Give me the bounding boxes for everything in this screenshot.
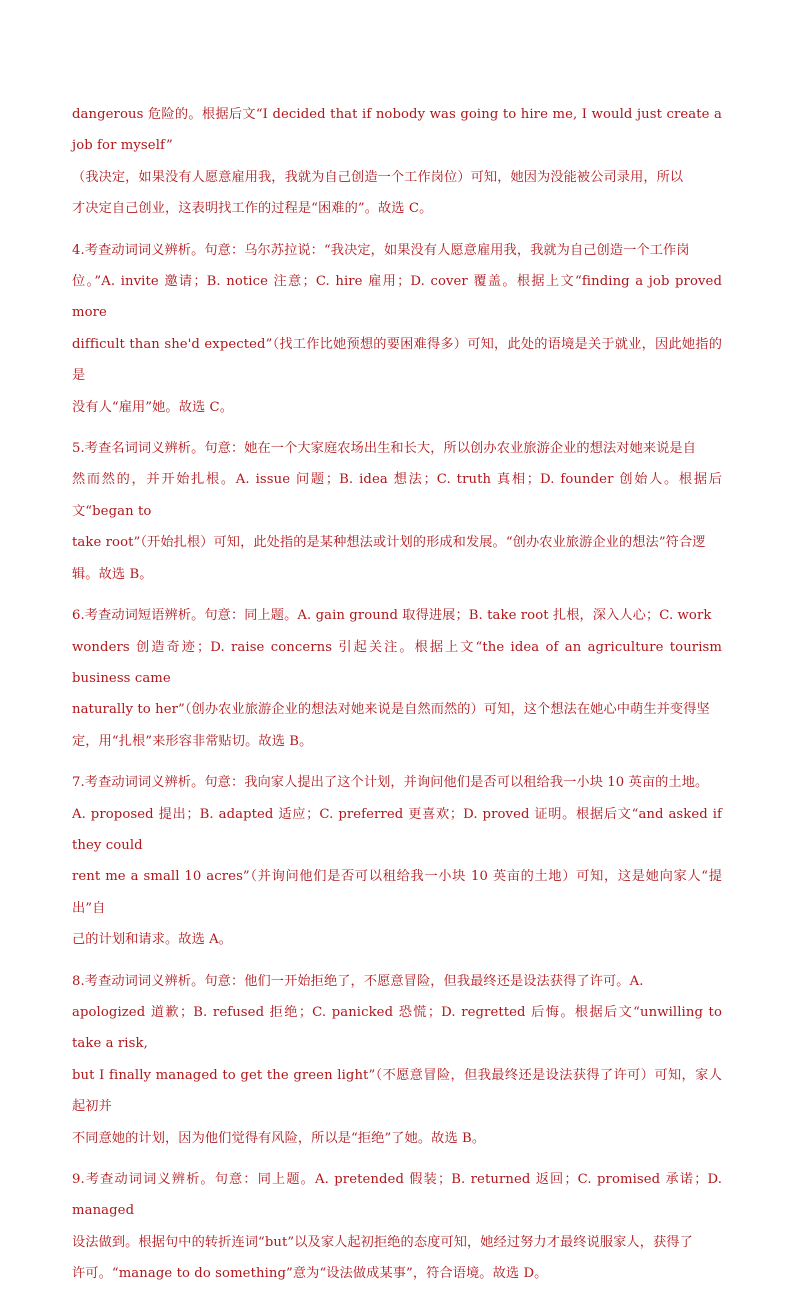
text-line: 4.考查动词词义辨析。句意：乌尔苏拉说：“我决定，如果没有人愿意雇用我，我就为自己创造一个工作岗 <box>72 242 690 258</box>
text-line: （我决定，如果没有人愿意雇用我，我就为自己创造一个工作岗位）可知，她因为没能被公司录用，所以 <box>72 169 684 185</box>
paragraph-q8 <box>72 966 722 1154</box>
text-line: 6.考查动词短语辨析。句意：同上题。A. gain ground 取得进展；B. take root 扎根，深入人心；C. work <box>72 608 712 624</box>
text-line: dangerous 危险的。根据后文“I decided that if nobody was going to hire me, I would just create a job for myself” <box>72 107 722 154</box>
paragraph-q6 <box>72 600 722 757</box>
text-line: 5.考查名词词义辨析。句意：她在一个大家庭农场出生和长大，所以创办农业旅游企业的想法对她来说是自 <box>72 441 697 457</box>
text-line: 9.考查动词词义辨析。句意：同上题。A. pretended 假装；B. returned 返回；C. promised 承诺；D. managed <box>72 1172 722 1219</box>
text-line: difficult than she'd expected”（找工作比她预想的要困难得多）可知，此处的语境是关于就业，因此她指的是 <box>72 336 722 384</box>
paragraph-q4 <box>72 235 722 423</box>
text-line: 辑。故选 B。 <box>72 566 153 582</box>
text-line: but I finally managed to get the green light”（不愿意冒险，但我最终还是设法获得了许可）可知，家人起初并 <box>72 1067 722 1115</box>
text-line: 设法做到。根据句中的转折连词“but”以及家人起初拒绝的态度可知，她经过努力才最终说服家人，获得了 <box>72 1234 693 1250</box>
paragraph-q3-continued <box>72 99 722 225</box>
text-line: 7.考查动词词义辨析。句意：我向家人提出了这个计划，并询问他们是否可以租给我一小块 10 英亩的土地。 <box>72 775 709 791</box>
text-line: 没有人“雇用”她。故选 C。 <box>72 399 234 415</box>
paragraph-q9 <box>72 1164 722 1290</box>
text-line: 位。”A. invite 邀请；B. notice 注意；C. hire 雇用；D. cover 覆盖。根据上文“finding a job proved more <box>72 274 722 321</box>
text-line: apologized 道歉；B. refused 拒绝；C. panicked 恐慌；D. regretted 后悔。根据后文“unwilling to take a risk, <box>72 1004 722 1052</box>
paragraph-q5 <box>72 433 722 590</box>
text-line: rent me a small 10 acres”（并询问他们是否可以租给我一小块 10 英亩的土地）可知，这是她向家人“提出”自 <box>72 869 722 916</box>
text-line: A. proposed 提出；B. adapted 适应；C. preferred 更喜欢；D. proved 证明。根据后文“and asked if they could <box>72 806 722 853</box>
text-line: 己的计划和请求。故选 A。 <box>72 932 233 948</box>
text-line: 定，用“扎根”来形容非常贴切。故选 B。 <box>72 733 313 749</box>
text-line: take root”（开始扎根）可知，此处指的是某种想法或计划的形成和发展。“创办农业旅游企业的想法”符合逻 <box>72 535 706 551</box>
paragraph-q7 <box>72 767 722 955</box>
text-line: naturally to her”（创办农业旅游企业的想法对她来说是自然而然的）可知，这个想法在她心中萌生并变得坚 <box>72 702 710 718</box>
text-line: 许可。“manage to do something”意为“设法做成某事”，符合语境。故选 D。 <box>72 1266 548 1282</box>
text-line: 8.考查动词词义辨析。句意：他们一开始拒绝了，不愿意冒险，但我最终还是设法获得了许可。A. <box>72 973 644 989</box>
text-line: wonders 创造奇迹；D. raise concerns 引起关注。根据上文“the idea of an agriculture tourism business came <box>72 639 722 686</box>
text-line: 然而然的，并开始扎根。A. issue 问题；B. idea 想法；C. truth 真相；D. founder 创始人。根据后文“began to <box>72 472 722 519</box>
answer-explanation-page <box>72 99 722 1300</box>
text-line: 不同意她的计划，因为他们觉得有风险，所以是“拒绝”了她。故选 B。 <box>72 1130 486 1146</box>
text-line: 才决定自己创业，这表明找工作的过程是“困难的”。故选 C。 <box>72 201 433 217</box>
